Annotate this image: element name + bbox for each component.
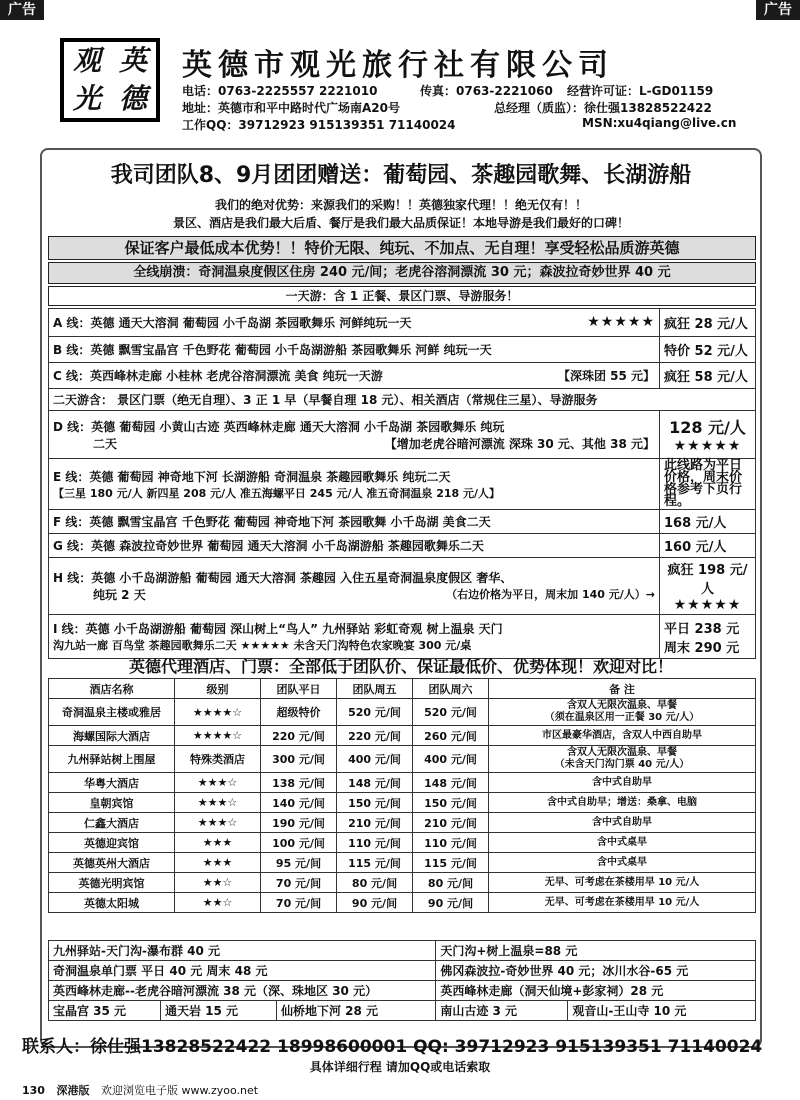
tour-row-c: [49, 363, 756, 389]
price-friday: 150 元/间: [337, 793, 413, 813]
tour-price: 此线路为平日价格，周末价格参考下页行程。: [660, 459, 756, 510]
price-friday: 90 元/间: [337, 893, 413, 913]
hotel-name: 仁鑫大酒店: [49, 813, 175, 833]
fax: 传真：0763-2221060: [420, 84, 553, 98]
company-header: [22, 26, 782, 138]
license: 经营许可证：L-GD01159: [567, 84, 714, 98]
tour-price-value: 128 元/人: [669, 418, 746, 437]
ad-tag-right: 广告: [756, 0, 800, 20]
tour-route-line: 二天: [93, 436, 118, 451]
tour-price: 160 元/人: [660, 534, 756, 558]
price-saturday: 110 元/间: [413, 833, 489, 853]
ticket-item: 仙桥地下河 28 元: [277, 1001, 436, 1021]
two-day-header-text: 二天游含： 景区门票（绝无自理）、3 正 1 早（早餐自理 18 元）、相关酒店（常规住三星）、导游服务: [49, 389, 756, 411]
tour-price: 疯狂 28 元/人: [660, 309, 756, 337]
price-weekday: 190 元/间: [261, 813, 337, 833]
hotel-name: 奇洞温泉主楼或雅居: [49, 699, 175, 726]
ticket-item: 英西峰林走廊--老虎谷暗河漂流 38 元（深、珠地区 30 元）: [49, 981, 436, 1001]
main-panel: [40, 148, 762, 1048]
hotel-note: [489, 726, 756, 746]
price-weekday: 70 元/间: [261, 893, 337, 913]
price-weekday: 220 元/间: [261, 726, 337, 746]
tour-table: [48, 308, 756, 659]
tour-route: A 线：英德 通天大溶洞 葡萄园 小千岛湖 茶园歌舞乐 河鲜纯玩一天 ★★★★★: [49, 309, 660, 337]
tour-row-g: [49, 534, 756, 558]
price-saturday: 520 元/间: [413, 699, 489, 726]
tour-price: 168 元/人: [660, 510, 756, 534]
manager: 总经理（质监）：徐仕强13828522422: [494, 101, 712, 115]
price-weekday: 138 元/间: [261, 773, 337, 793]
hotel-level: ★★★☆: [175, 773, 261, 793]
contact-subline: 具体详细行程 请加QQ或电话索取: [309, 1060, 491, 1074]
ticket-item: 通天岩 15 元: [161, 1001, 277, 1021]
hotel-note-line: 无早、可考虑在茶楼用早 10 元/人: [544, 876, 700, 888]
hotel-note: [489, 699, 756, 726]
price-saturday: 148 元/间: [413, 773, 489, 793]
tour-route-line: D 线：英德 葡萄园 小黄山古迹 英西峰林走廊 通天大溶洞 小千岛湖 茶园歌舞乐 纯玩: [53, 419, 505, 434]
price-weekday: 100 元/间: [261, 833, 337, 853]
price-saturday: 260 元/间: [413, 726, 489, 746]
tour-row-e: [49, 459, 756, 510]
hotel-table: [48, 678, 756, 913]
rating-stars: ★★★★★: [587, 314, 655, 330]
hotel-note-line: 含中式桌早: [597, 836, 647, 848]
headline: 我司团队8、9月团团赠送：葡萄园、茶趣园歌舞、长湖游船: [110, 163, 692, 188]
hotel-row: [49, 873, 756, 893]
tour-note: 【三星 180 元/人 新四星 208 元/人 准五海螺平日 245 元/人 准五奇洞温泉 218 元/人】: [53, 486, 501, 500]
ticket-item: 观音山-王山寺 10 元: [568, 1001, 756, 1021]
hotel-level: ★★★★☆: [175, 699, 261, 726]
tour-row-f: [49, 510, 756, 534]
hotel-level: ★★★☆: [175, 793, 261, 813]
price-saturday: 115 元/间: [413, 853, 489, 873]
hotel-note-line: 含中式自助早；增送：桑拿、电脑: [547, 796, 697, 808]
two-day-header: [49, 389, 756, 411]
price-friday: 115 元/间: [337, 853, 413, 873]
price-friday: 400 元/间: [337, 746, 413, 773]
tour-price: [660, 615, 756, 659]
hotel-header-row: [49, 679, 756, 699]
tour-row-a: [49, 309, 756, 337]
tour-price: 疯狂 58 元/人: [660, 363, 756, 389]
tour-route-line: 纯玩 2 天: [93, 588, 146, 602]
price-friday: 148 元/间: [337, 773, 413, 793]
tour-note: 【深珠团 55 元】: [557, 369, 655, 383]
ticket-item: 天门沟+树上温泉=88 元: [436, 941, 756, 961]
msn[interactable]: MSN:xu4qiang@live.cn: [582, 116, 737, 130]
hotel-note: [489, 793, 756, 813]
tour-row-b: [49, 337, 756, 363]
price-saturday: 400 元/间: [413, 746, 489, 773]
ticket-item: 南山古迹 3 元: [436, 1001, 568, 1021]
tour-route: G 线：英德 森波拉奇妙世界 葡萄园 通天大溶洞 小千岛湖游船 茶趣园歌舞乐二天: [49, 534, 660, 558]
col-header: 级别: [175, 679, 261, 699]
hotel-note: [489, 853, 756, 873]
hotel-note: [489, 893, 756, 913]
hotel-row: [49, 853, 756, 873]
hotel-note-line: 含双人无限次温泉、早餐: [567, 700, 677, 711]
ticket-item: 九州驿站-天门沟-瀑布群 40 元: [49, 941, 436, 961]
hotel-note-line: 含中式自助早: [592, 776, 652, 788]
hotels-title: 英德代理酒店、门票：全部低于团队价、保证最低价、优势体现！欢迎对比！: [128, 657, 673, 676]
ticket-row: [49, 1001, 756, 1021]
hotel-row: [49, 893, 756, 913]
hotel-row: [49, 699, 756, 726]
tour-note: （右边价格为平日，周末加 140 元/人）→: [446, 588, 655, 601]
tour-route-line: H 线：英德 小千岛湖游船 葡萄园 通天大溶洞 茶趣园 入住五星奇洞温泉度假区 奢华、: [53, 571, 513, 585]
hotel-note-line: 市区最豪华酒店，含双人中西自助早: [542, 729, 702, 741]
banner-deals: 全线崩溃：奇洞温泉度假区住房 240 元/间；老虎谷溶洞漂流 30 元；森波拉奇妙世界 40 元: [48, 262, 756, 284]
price-friday: 210 元/间: [337, 813, 413, 833]
tour-row-h: [49, 558, 756, 615]
hotel-note-line: 含双人无限次温泉、早餐: [567, 747, 677, 758]
price-weekday: 70 元/间: [261, 873, 337, 893]
hotel-note-line: （未含天门沟门票 40 元/人）: [554, 759, 690, 770]
hotel-row: [49, 773, 756, 793]
ticket-row: [49, 961, 756, 981]
logo-char: 德: [118, 82, 147, 115]
hotel-name: 九州驿站树上围屋: [49, 746, 175, 773]
tour-price: [660, 558, 756, 615]
col-header: 团队平日: [261, 679, 337, 699]
tour-route-line: E 线：英德 葡萄园 神奇地下河 长湖游船 奇洞温泉 茶趣园歌舞乐 纯玩二天: [53, 469, 451, 484]
price-weekday: 140 元/间: [261, 793, 337, 813]
ticket-item: 宝晶宫 35 元: [49, 1001, 161, 1021]
page-footer: [22, 1082, 258, 1098]
col-header: 团队周五: [337, 679, 413, 699]
ticket-item: 佛冈森波拉-奇妙世界 40 元；冰川水谷-65 元: [436, 961, 756, 981]
rating-stars: ★★★★★: [673, 597, 742, 613]
company-name: 英德市观光旅行社有限公司: [182, 48, 614, 83]
page-number: 130: [22, 1084, 45, 1097]
hotel-level: ★★★: [175, 833, 261, 853]
price-saturday: 150 元/间: [413, 793, 489, 813]
tour-price: [660, 411, 756, 459]
price-weekday: 超级特价: [261, 699, 337, 726]
tour-route: [49, 558, 660, 615]
tour-price-weekday: 平日 238 元: [664, 621, 740, 637]
hotel-level: ★★★★☆: [175, 726, 261, 746]
hotel-note-line: （须在温泉区用一正餐 30 元/人）: [544, 712, 700, 723]
hotel-name: 英德英州大酒店: [49, 853, 175, 873]
col-header: 酒店名称: [49, 679, 175, 699]
rating-stars: ★★★★★: [673, 438, 742, 454]
ad-tag-left: 广告: [0, 0, 44, 20]
contact-line: 联系人：徐仕强13828522422 18998600001 QQ: 39712923 915139351 71140024: [22, 1037, 763, 1057]
hotel-level: ★★☆: [175, 873, 261, 893]
hotel-row: [49, 746, 756, 773]
price-saturday: 90 元/间: [413, 893, 489, 913]
hotel-level: ★★★☆: [175, 813, 261, 833]
hotel-level: 特殊类酒店: [175, 746, 261, 773]
one-day-header: 一天游：含 1 正餐、景区门票、导游服务！: [48, 286, 756, 306]
col-header: 团队周六: [413, 679, 489, 699]
hotel-row: [49, 813, 756, 833]
price-friday: 110 元/间: [337, 833, 413, 853]
hotel-row: [49, 793, 756, 813]
logo-char: 观: [72, 44, 101, 77]
tour-price-value: 疯狂 198 元/人: [667, 563, 748, 597]
hotel-name: 英德光明宾馆: [49, 873, 175, 893]
ticket-row: [49, 981, 756, 1001]
hotel-row: [49, 833, 756, 853]
tour-price: 特价 52 元/人: [660, 337, 756, 363]
hotel-note-line: 含中式桌早: [597, 856, 647, 868]
tour-route: B 线：英德 飘雪宝晶宫 千色野花 葡萄园 小千岛湖游船 茶园歌舞乐 河鲜 纯玩一天: [49, 337, 660, 363]
company-logo: [60, 38, 160, 122]
slogan-1: 我们的绝对优势：来源我们的采购！！英德独家代理！！绝无仅有！！: [214, 198, 587, 212]
hotel-note: [489, 773, 756, 793]
logo-char: 光: [72, 82, 101, 115]
ticket-item: 英西峰林走廊（洞天仙境+彭家祠）28 元: [436, 981, 756, 1001]
hotel-name: 英德迎宾馆: [49, 833, 175, 853]
price-saturday: 80 元/间: [413, 873, 489, 893]
hotel-name: 海螺国际大酒店: [49, 726, 175, 746]
price-weekday: 300 元/间: [261, 746, 337, 773]
hotel-note: [489, 813, 756, 833]
hotel-note: [489, 833, 756, 853]
price-saturday: 210 元/间: [413, 813, 489, 833]
work-qq: 工作QQ：39712923 915139351 71140024: [182, 118, 456, 132]
col-header: 备 注: [489, 679, 756, 699]
price-friday: 520 元/间: [337, 699, 413, 726]
tour-row-d: [49, 411, 756, 459]
hotel-note-line: 含中式自助早: [592, 816, 652, 828]
price-weekday: 95 元/间: [261, 853, 337, 873]
tour-route: [49, 411, 660, 459]
tour-route: F 线：英德 飘雪宝晶宫 千色野花 葡萄园 神奇地下河 茶园歌舞 小千岛湖 美食二天: [49, 510, 660, 534]
hotel-level: ★★★: [175, 853, 261, 873]
tour-route: [49, 459, 660, 510]
slogan-2: 景区、酒店是我们最大后盾、餐厅是我们最大品质保证！本地导游是我们最好的口碑！: [172, 216, 629, 230]
footer-text[interactable]: 欢迎浏览电子版 www.zyoo.net: [100, 1084, 259, 1097]
tour-route-line: 沟九站一廊 百鸟堂 茶趣园歌舞乐二天 ★★★★★ 未含天门沟特色农家晚宴 300 元/桌: [53, 639, 472, 652]
tour-route: [49, 615, 660, 659]
banner-guarantee: 保证客户最低成本优势！！特价无限、纯玩、不加点、无自理！享受轻松品质游英德: [48, 236, 756, 260]
hotel-note-line: 无早、可考虑在茶楼用早 10 元/人: [544, 896, 700, 908]
ticket-table: [48, 940, 756, 1021]
price-friday: 80 元/间: [337, 873, 413, 893]
hotel-row: [49, 726, 756, 746]
price-friday: 220 元/间: [337, 726, 413, 746]
edition: 深港版: [56, 1084, 90, 1097]
hotel-name: 皇朝宾馆: [49, 793, 175, 813]
address: 地址：英德市和平中路时代广场南A20号: [182, 101, 400, 115]
hotel-name: 英德太阳城: [49, 893, 175, 913]
ticket-item: 奇洞温泉单门票 平日 40 元 周末 48 元: [49, 961, 436, 981]
hotel-level: ★★☆: [175, 893, 261, 913]
hotel-note: [489, 746, 756, 773]
hotel-name: 华粤大酒店: [49, 773, 175, 793]
tour-price-weekend: 周末 290 元: [664, 640, 740, 656]
tour-route-line: I 线：英德 小千岛湖游船 葡萄园 深山树上“鸟人” 九州驿站 彩虹奇观 树上温泉 天门: [53, 622, 503, 636]
tour-route: C 线：英西峰林走廊 小桂林 老虎谷溶洞漂流 美食 纯玩一天游 【深珠团 55 元】: [49, 363, 660, 389]
ticket-row: [49, 941, 756, 961]
logo-char: 英: [118, 44, 147, 77]
phone: 电话：0763-2225557 2221010: [182, 84, 378, 98]
tour-note: 【增加老虎谷暗河漂流 深珠 30 元、其他 38 元】: [384, 436, 655, 451]
hotel-note: [489, 873, 756, 893]
tour-row-i: [49, 615, 756, 659]
